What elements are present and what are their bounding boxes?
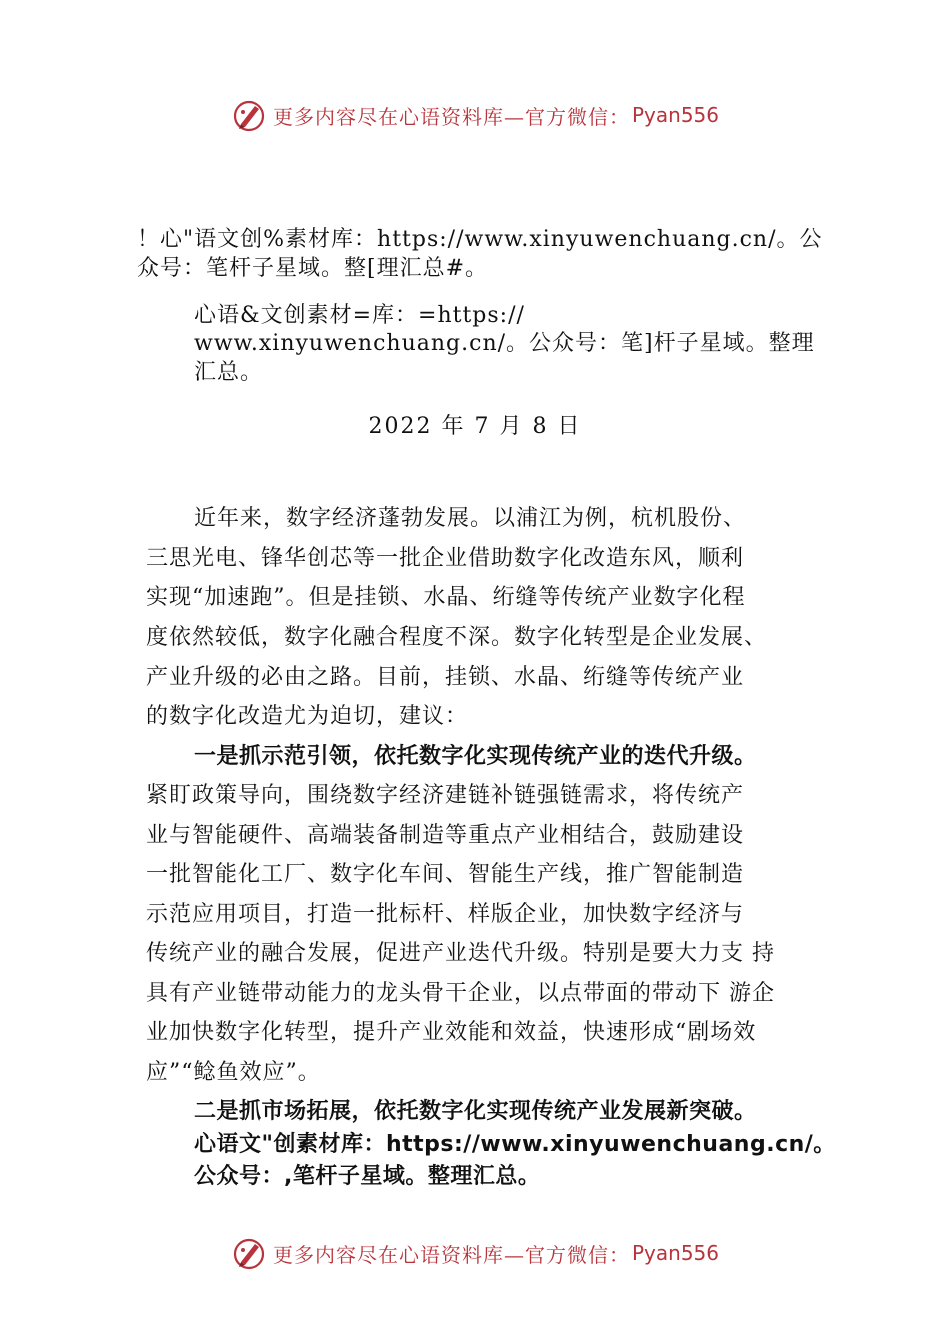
header-banner [0, 95, 950, 135]
point1-line: 业加快数字化转型，提升产业效能和效益，快速形成“剧场效 [146, 1020, 757, 1045]
note2-line1: 心语&文创素材=库：=https:// [194, 303, 525, 328]
intro-line: 产业升级的必由之路。目前，挂锁、水晶、绗缝等传统产业 [146, 665, 745, 690]
point1-line: 示范应用项目，打造一批标杆、样版企业，加快数字经济与 [146, 902, 745, 927]
note2-line2: www.xinyuwenchuang.cn/。公众号：笔]杆子星域。整理 [194, 331, 815, 356]
intro-line: 近年来，数字经济蓬勃发展。以浦江为例，杭机股份、 [194, 506, 747, 531]
point1-line: 紧盯政策导向，围绕数字经济建链补链强链需求，将传统产 [146, 783, 745, 808]
point2-line2: 心语文"创素材库：https://www.xinyuwenchuang.cn/。 [194, 1132, 836, 1157]
wechat-id: Pyan556 [631, 103, 719, 127]
point1-line: 传统产业的融合发展，促进产业迭代升级。特别是要大力支 持 [146, 941, 775, 966]
point2-heading: 二是抓市场拓展，依托数字化实现传统产业发展新突破。 [194, 1099, 757, 1124]
banner-text: 更多内容尽在心语资料库—官方微信： [272, 104, 630, 129]
intro-line: 实现“加速跑”。但是挂锁、水晶、绗缝等传统产业数字化程 [146, 585, 746, 610]
point2-line3: 公众号：,笔杆子星域。整理汇总。 [194, 1164, 541, 1189]
wechat-id: Pyan556 [631, 1241, 719, 1265]
header-note-line1: ！心"语文创%素材库：https://www.xinyuwenchuang.cn/。公 [137, 227, 823, 252]
document-date: 2022 年 7 月 8 日 [368, 414, 582, 439]
point1-heading: 一是抓示范引领，依托数字化实现传统产业的迭代升级。 [194, 744, 757, 769]
banner-text: 更多内容尽在心语资料库—官方微信： [272, 1242, 630, 1267]
header-note-line2: 众号：笔杆子星域。整[理汇总#。 [137, 256, 489, 281]
intro-line: 度依然较低，数字化融合程度不深。数字化转型是企业发展、 [146, 625, 768, 650]
point1-line: 业与智能硬件、高端装备制造等重点产业相结合，鼓励建设 [146, 823, 745, 848]
point1-line: 一批智能化工厂、数字化车间、智能生产线，推广智能制造 [146, 862, 745, 887]
footer-banner [0, 1233, 950, 1273]
intro-line: 的数字化改造尤为迫切，建议： [146, 704, 469, 729]
point1-line: 具有产业链带动能力的龙头骨干企业，以点带面的带动下 游企 [146, 981, 775, 1006]
pen-logo-icon [231, 97, 267, 133]
point1-line: 应”“鲶鱼效应”。 [146, 1060, 321, 1085]
intro-line: 三思光电、锋华创芯等一批企业借助数字化改造东风，顺利 [146, 546, 745, 571]
note2-line3: 汇总。 [194, 360, 264, 385]
pen-logo-icon [231, 1235, 267, 1271]
